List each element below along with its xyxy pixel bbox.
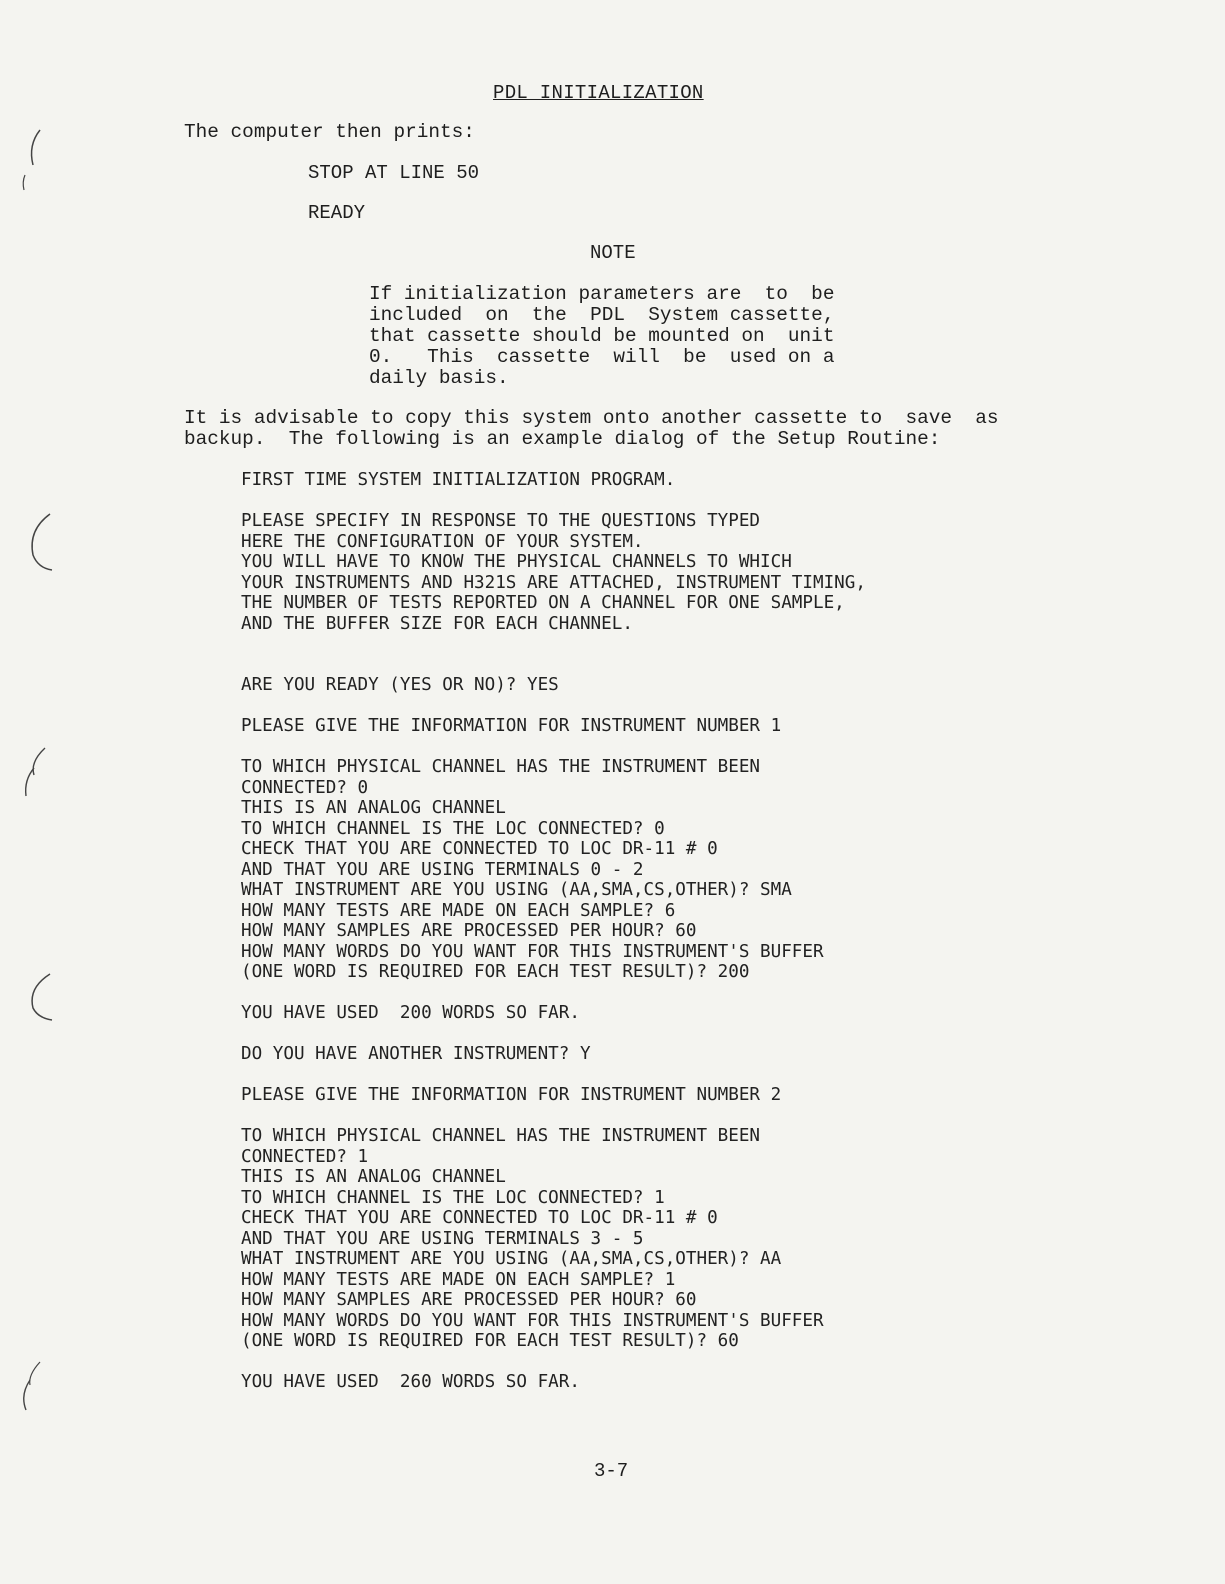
- dialog-line: (ONE WORD IS REQUIRED FOR EACH TEST RESULT)? 60: [241, 1331, 739, 1351]
- dialog-line: HOW MANY WORDS DO YOU WANT FOR THIS INSTRUMENT'S BUFFER: [241, 1310, 824, 1331]
- dialog-line: CONNECTED? 0: [241, 777, 369, 798]
- page-title: PDL INITIALIZATION: [493, 82, 704, 104]
- margin-mark: [33, 748, 45, 775]
- dialog-line: THIS IS AN ANALOG CHANNEL: [241, 798, 506, 818]
- dialog-line: PLEASE GIVE THE INFORMATION FOR INSTRUMENT NUMBER 1: [241, 716, 782, 736]
- dialog-line: CHECK THAT YOU ARE CONNECTED TO LOC DR-11 # 0: [241, 839, 718, 859]
- block-gap: [241, 983, 1181, 1004]
- dialog-line: PLEASE GIVE THE INFORMATION FOR INSTRUMENT NUMBER 2: [241, 1085, 782, 1105]
- setup-dialog-transcript: [241, 470, 1181, 1393]
- dialog-line: THIS IS AN ANALOG CHANNEL: [241, 1167, 506, 1187]
- block-gap: [241, 1065, 1181, 1086]
- dialog-line: AND THAT YOU ARE USING TERMINALS 0 - 2: [241, 859, 644, 880]
- page-number: 3-7: [594, 1460, 629, 1482]
- note-line: included on the PDL System cassette,: [369, 304, 835, 326]
- margin-mark: [32, 974, 52, 1020]
- dialog-line: TO WHICH PHYSICAL CHANNEL HAS THE INSTRUMENT BEEN: [241, 1126, 761, 1146]
- dialog-line: THE NUMBER OF TESTS REPORTED ON A CHANNEL FOR ONE SAMPLE,: [241, 593, 845, 613]
- note-line: If initialization parameters are to be: [369, 283, 835, 305]
- block-gap: [241, 1024, 1181, 1045]
- dialog-line: (ONE WORD IS REQUIRED FOR EACH TEST RESULT)? 200: [241, 962, 750, 982]
- dialog-line: YOUR INSTRUMENTS AND H321S ARE ATTACHED, INSTRUMENT TIMING,: [241, 572, 866, 593]
- dialog-line: YOU HAVE USED 200 WORDS SO FAR.: [241, 1003, 580, 1023]
- prints-label: The computer then prints:: [184, 121, 475, 143]
- stop-line-output: STOP AT LINE 50: [308, 162, 480, 184]
- margin-mark: [32, 130, 40, 165]
- note-line: that cassette should be mounted on unit: [369, 325, 835, 347]
- block-gap: [241, 1352, 1181, 1373]
- dialog-line: YOU WILL HAVE TO KNOW THE PHYSICAL CHANNELS TO WHICH: [241, 552, 792, 572]
- block-gap: [241, 737, 1181, 758]
- dialog-line: HOW MANY TESTS ARE MADE ON EACH SAMPLE? 6: [241, 900, 676, 921]
- dialog-line: HERE THE CONFIGURATION OF YOUR SYSTEM.: [241, 531, 644, 552]
- margin-mark: [30, 1362, 40, 1385]
- dialog-line: TO WHICH CHANNEL IS THE LOC CONNECTED? 0: [241, 818, 665, 839]
- dialog-line: HOW MANY SAMPLES ARE PROCESSED PER HOUR? 60: [241, 1290, 697, 1310]
- dialog-line: WHAT INSTRUMENT ARE YOU USING (AA,SMA,CS,OTHER)? SMA: [241, 880, 792, 900]
- margin-marks: [0, 0, 60, 1584]
- block-gap: [241, 491, 1181, 512]
- dialog-line: HOW MANY WORDS DO YOU WANT FOR THIS INSTRUMENT'S BUFFER: [241, 941, 824, 962]
- advisory-line: backup. The following is an example dialog of the Setup Routine:: [184, 428, 941, 450]
- dialog-line: AND THE BUFFER SIZE FOR EACH CHANNEL.: [241, 613, 633, 634]
- note-line: daily basis.: [369, 367, 509, 389]
- dialog-line: CHECK THAT YOU ARE CONNECTED TO LOC DR-11 # 0: [241, 1208, 718, 1228]
- dialog-line: TO WHICH CHANNEL IS THE LOC CONNECTED? 1: [241, 1187, 665, 1208]
- dialog-line: DO YOU HAVE ANOTHER INSTRUMENT? Y: [241, 1044, 591, 1064]
- dialog-line: WHAT INSTRUMENT ARE YOU USING (AA,SMA,CS,OTHER)? AA: [241, 1249, 782, 1269]
- block-gap: [241, 696, 1181, 717]
- dialog-line: HOW MANY TESTS ARE MADE ON EACH SAMPLE? 1: [241, 1269, 676, 1290]
- note-line: 0. This cassette will be used on a: [369, 346, 835, 368]
- dialog-line: TO WHICH PHYSICAL CHANNEL HAS THE INSTRUMENT BEEN: [241, 757, 761, 777]
- dialog-line: AND THAT YOU ARE USING TERMINALS 3 - 5: [241, 1228, 644, 1249]
- dialog-line: HOW MANY SAMPLES ARE PROCESSED PER HOUR? 60: [241, 921, 697, 941]
- note-heading: NOTE: [590, 242, 636, 264]
- dialog-line: FIRST TIME SYSTEM INITIALIZATION PROGRAM.: [241, 470, 676, 490]
- dialog-line: ARE YOU READY (YES OR NO)? YES: [241, 675, 559, 695]
- block-gap: [241, 634, 1181, 655]
- block-gap: [241, 655, 1181, 676]
- margin-mark: [23, 175, 25, 190]
- block-gap: [241, 1106, 1181, 1127]
- ready-output: READY: [308, 202, 366, 224]
- dialog-line: PLEASE SPECIFY IN RESPONSE TO THE QUESTIONS TYPED: [241, 511, 761, 531]
- dialog-line: CONNECTED? 1: [241, 1146, 369, 1167]
- margin-mark: [32, 514, 52, 570]
- margin-mark: [24, 1380, 30, 1410]
- advisory-line: It is advisable to copy this system onto another cassette to save as: [184, 407, 999, 429]
- dialog-line: YOU HAVE USED 260 WORDS SO FAR.: [241, 1372, 580, 1392]
